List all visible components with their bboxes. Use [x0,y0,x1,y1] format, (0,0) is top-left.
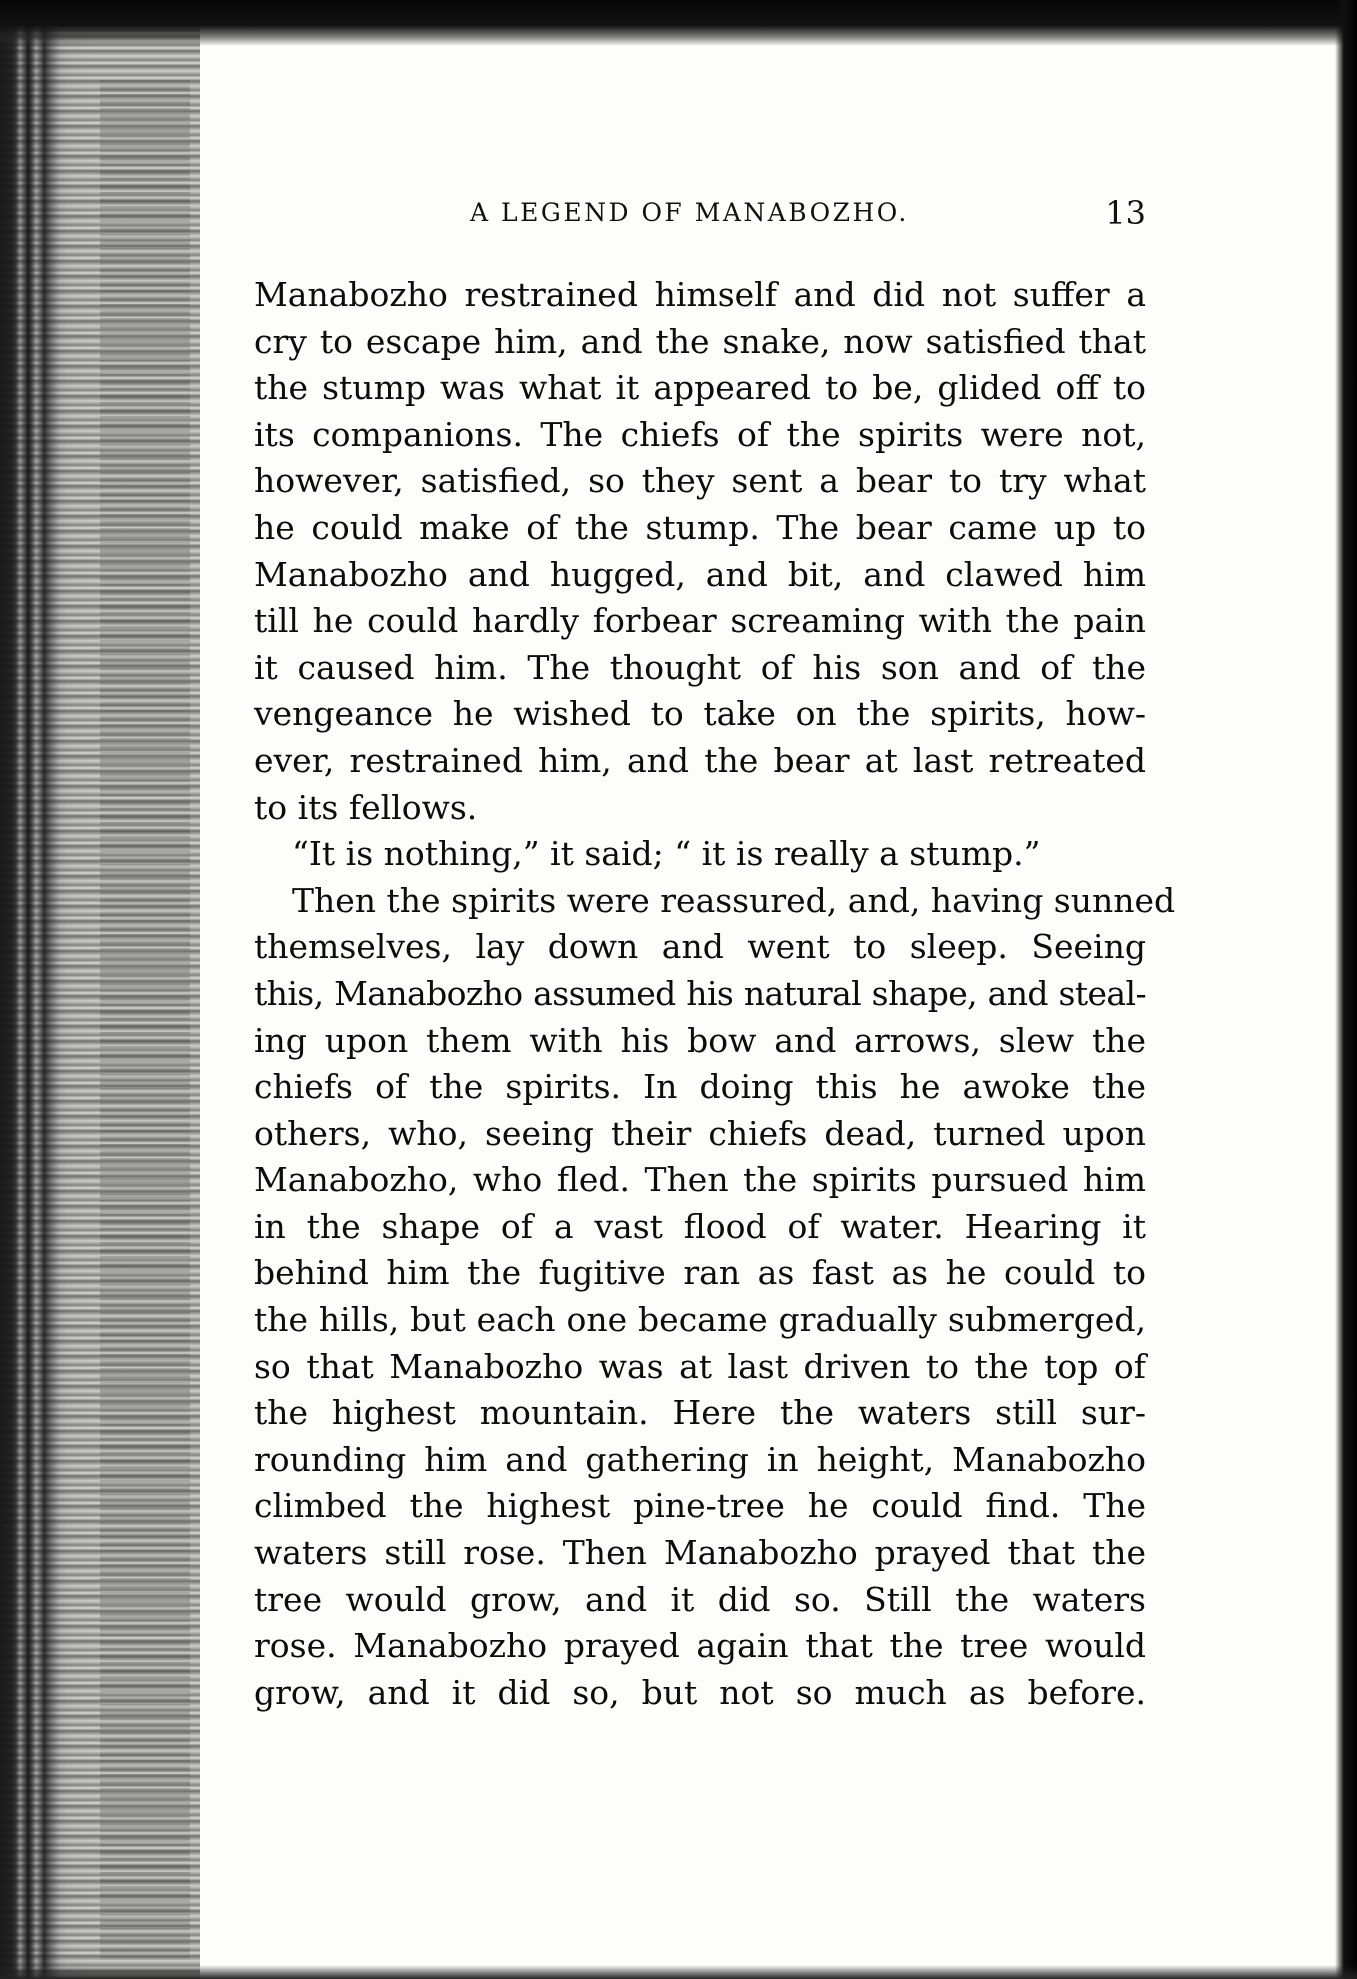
text-line: so that Manabozho was at last driven to the top of [254,1346,1146,1386]
page-number: 13 [1105,194,1146,232]
text-line: the hills, but each one became gradually submerged, [254,1300,1146,1340]
text-line: Then the spirits were reassured, and, having sunned [292,880,1176,920]
text-line: grow, and it did so, but not so much as before. [254,1672,1146,1712]
text-line: this, Manabozho assumed his natural shape, and steal- [254,973,1146,1013]
text-line: to its fellows. [254,787,478,827]
text-line: climbed the highest pine-tree he could find. The [254,1486,1146,1526]
text-line: ing upon them with his bow and arrows, slew the [254,1020,1146,1060]
text-line: waters still rose. Then Manabozho prayed that the [254,1533,1146,1573]
text-line: others, who, seeing their chiefs dead, turned upon [254,1113,1146,1153]
text-line: themselves, lay down and went to sleep. Seeing [254,927,1146,967]
text-line: however, satisfied, so they sent a bear to try what [254,461,1146,501]
text-line: “It is nothing,” it said; “ it is really a stump.” [292,834,1041,874]
text-line: rounding him and gathering in height, Manabozho [254,1439,1146,1479]
text-line: it caused him. The thought of his son and of the [254,647,1146,687]
page-header [470,194,1146,238]
text-line: the stump was what it appeared to be, glided off to [254,368,1146,408]
body-text [254,272,1176,1716]
text-line: vengeance he wished to take on the spirits, how- [254,694,1146,734]
text-line: the highest mountain. Here the waters still sur- [254,1393,1146,1433]
scan-edge-top [0,0,1357,46]
text-line: cry to escape him, and the snake, now satisfied that [254,321,1146,361]
text-line: tree would grow, and it did so. Still the waters [254,1579,1146,1619]
scan-edge-bottom [0,1965,1357,1979]
text-line: rose. Manabozho prayed again that the tree would [254,1626,1146,1666]
page-gutter-texture [100,80,190,1960]
scan-edge-right [1335,0,1357,1979]
text-line: till he could hardly forbear screaming with the pain [254,601,1146,641]
text-line: Manabozho and hugged, and bit, and clawed him [254,554,1146,594]
text-line: ever, restrained him, and the bear at last retreated [254,740,1146,780]
text-line: Manabozho restrained himself and did not suffer a [254,275,1146,314]
text-line: chiefs of the spirits. In doing this he awoke the [254,1067,1146,1107]
text-line: Manabozho, who fled. Then the spirits pursued him [254,1160,1146,1200]
text-line: behind him the fugitive ran as fast as he could to [254,1253,1146,1293]
text-line: in the shape of a vast flood of water. Hearing it [254,1206,1146,1246]
text-line: he could make of the stump. The bear came up to [254,507,1146,547]
text-line: its companions. The chiefs of the spirits were not, [254,414,1146,454]
running-head: A LEGEND OF MANABOZHO. [470,198,909,227]
